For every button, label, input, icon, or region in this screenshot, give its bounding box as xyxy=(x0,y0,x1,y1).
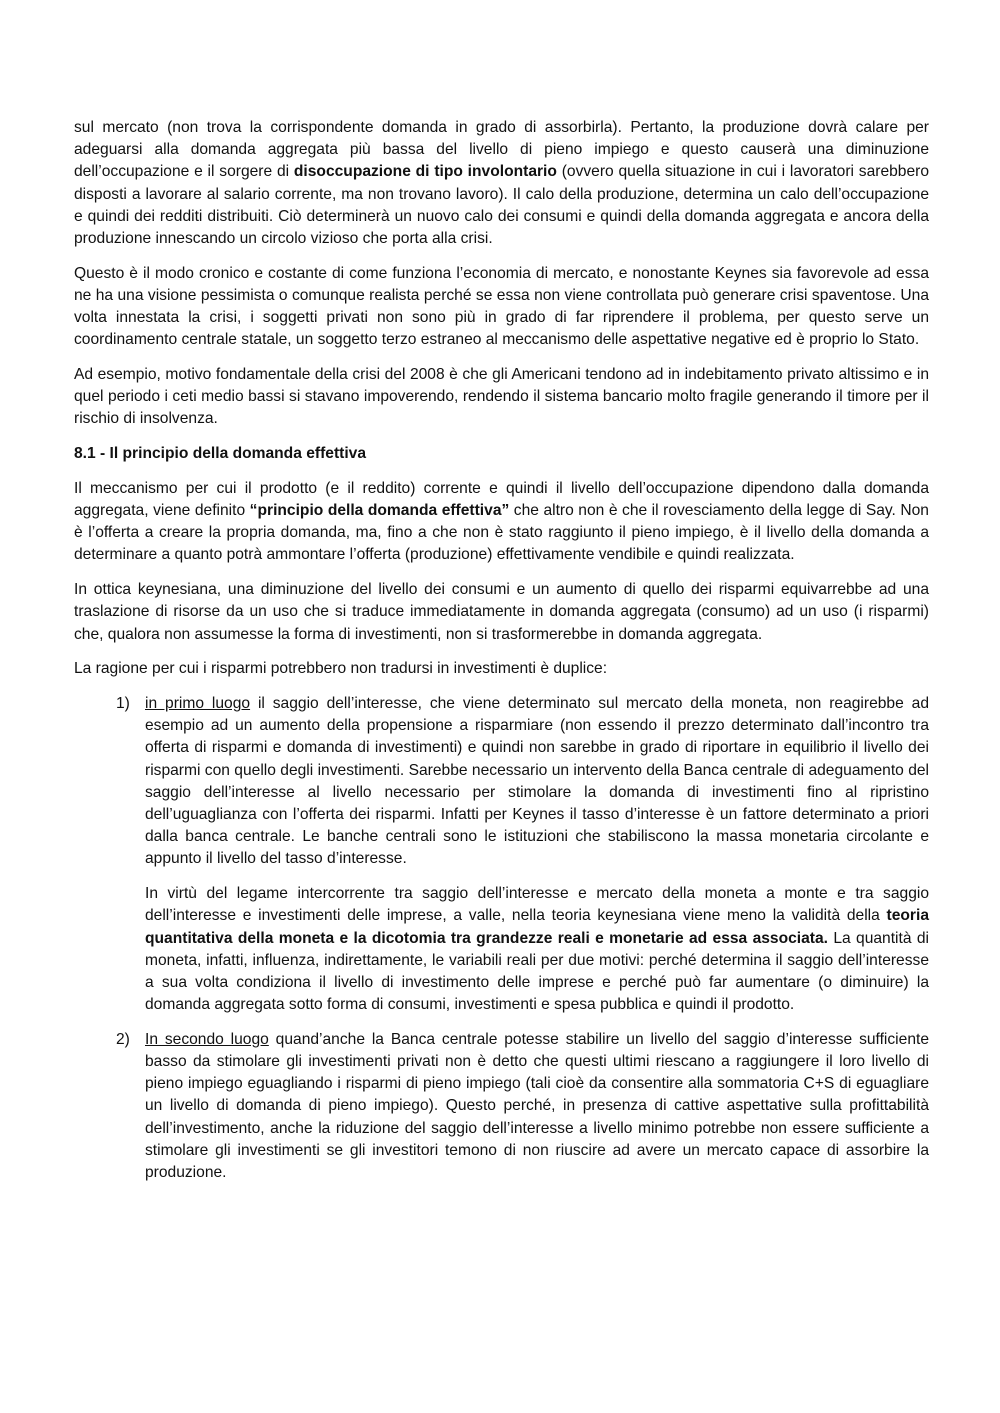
list-number: 1) xyxy=(116,694,130,712)
underlined-phrase: In secondo luogo xyxy=(145,1030,269,1048)
paragraph-1: sul mercato (non trova la corrispondente domanda in grado di assorbirla). Pertanto, la produzione dovrà calare per adeguarsi alla domanda aggregata più bassa del livello di pieno impiego e questo causerà una diminuzione dell’occupazione e il sorgere di disoccupazione di tipo involontario (ovvero quella situazione in cui i lavoratori sarebbero disposti a lavorare al salario corrente, ma non trovano lavoro). Il calo della produzione, determina un calo dell’occupazione e quindi dei redditi distribuiti. Ciò determinerà un nuovo calo dei consumi e quindi della domanda aggregata e ancora della produzione innescando un circolo vizioso che porta alla crisi. xyxy=(74,119,929,248)
list-item-text: In secondo luogo quand’anche la Banca centrale potesse stabilire un livello del saggio d’interesse sufficiente basso da stimolare gli investimenti privati non è detto che questi ultimi riescano a raggiungere il loro livello di pieno impiego eguagliando i risparmi di pieno impiego (tali cioè da consentire alla sommatoria C+S di eguagliare un livello di domanda di pieno impiego). Questo perché, in presenza di cattive aspettative sulla profittabilità dell’investimento, anche la riduzione del saggio dell’interesse a livello minimo potrebbe non essere sufficiente a stimolare gli investimenti se gli investitori temono di non riuscire ad avere un mercato capace di assorbire la produzione. xyxy=(145,1030,929,1182)
list-number: 2) xyxy=(116,1030,130,1048)
paragraph-5: In ottica keynesiana, una diminuzione del livello dei consumi e un aumento di quello dei risparmi equivarrebbe ad una traslazione di risorse da un uso che si traduce immediatamente in domanda aggregata (consumo) ad un uso (i risparmi) che, qualora non assumesse la forma di investimenti, non si trasformerebbe in domanda aggregata. xyxy=(74,581,929,643)
underlined-phrase: in primo luogo xyxy=(145,694,251,712)
paragraph-6: La ragione per cui i risparmi potrebbero non tradursi in investimenti è duplice: xyxy=(74,660,608,678)
numbered-list xyxy=(74,693,929,1184)
list-item xyxy=(74,1029,929,1184)
document-page xyxy=(74,117,929,1197)
paragraph-3: Ad esempio, motivo fondamentale della crisi del 2008 è che gli Americani tendono ad in indebitamento privato altissimo e in quel periodo i ceti medio bassi si stavano impoverendo, rendendo il sistema bancario molto fragile generando il timore per il rischio di insolvenza. xyxy=(74,366,929,428)
list-item-text: in primo luogo il saggio dell’interesse, che viene determinato sul mercato della moneta, non reagirebbe ad esempio ad un aumento della propensione a risparmiare (non essendo il prezzo determinato dall’incontro tra offerta di risparmi e domanda di investimenti) e quindi non sarebbe in grado di riportare in equilibrio il livello dei risparmi con quello degli investimenti. Sarebbe necessario un intervento della Banca centrale di adeguamento del saggio dell’interesse al livello necessario per stimolare la domanda di investimenti fino al ripristino dell’uguaglianza con l’offerta dei risparmi. Infatti per Keynes il tasso d’interesse è un fattore determinato a priori dalla banca centrale. Le banche centrali sono le istituzioni che stabiliscono la massa monetaria circolante e appunto il livello del tasso d’interesse. xyxy=(145,694,930,868)
bold-term-involuntary-unemployment: disoccupazione di tipo involontario xyxy=(293,163,557,181)
section-heading: 8.1 - Il principio della domanda effettiva xyxy=(74,445,367,463)
list-item-subparagraph: In virtù del legame intercorrente tra saggio dell’interesse e mercato della moneta a monte e tra saggio dell’interesse e investimenti delle imprese, a valle, nella teoria keynesiana viene meno la validità della teoria quantitativa della moneta e la dicotomia tra grandezze reali e monetarie ad essa associata. La quantità di moneta, infatti, influenza, indirettamente, le variabili reali per due motivi: perché determina il saggio dell’interesse a sua volta condiziona il livello di investimento delle imprese e perché può far aumentare (o diminuire) la domanda aggregata sotto forma di consumi, investimenti e spesa pubblica e quindi il prodotto. xyxy=(145,885,929,1014)
bold-term-effective-demand: “principio della domanda effettiva” xyxy=(249,502,510,520)
bold-term-quantity-theory: teoria quantitativa della moneta e la dicotomia tra grandezze reali e monetarie ad essa associata. xyxy=(145,907,929,947)
paragraph-2: Questo è il modo cronico e costante di come funziona l’economia di mercato, e nonostante Keynes sia favorevole ad essa ne ha una visione pessimista o comunque realista perché se essa non viene controllata può generare crisi spaventose. Una volta innestata la crisi, i soggetti privati non sono più in grado di far riprendere il problema, per questo serve un coordinamento centrale statale, un soggetto terzo estraneo al meccanismo delle aspettative negative ed è proprio lo Stato. xyxy=(74,264,929,349)
list-item xyxy=(74,693,929,1016)
paragraph-4: Il meccanismo per cui il prodotto (e il reddito) corrente e quindi il livello dell’occupazione dipendono dalla domanda aggregata, viene definito “principio della domanda effettiva” che altro non è che il rovesciamento della legge di Say. Non è l’offerta a creare la propria domanda, ma, fino a che non è stato raggiunto il pieno impiego, è il livello della domanda a determinare a quanto potrà ammontare l’offerta (produzione) effettivamente vendibile e quindi realizzata. xyxy=(74,479,929,564)
